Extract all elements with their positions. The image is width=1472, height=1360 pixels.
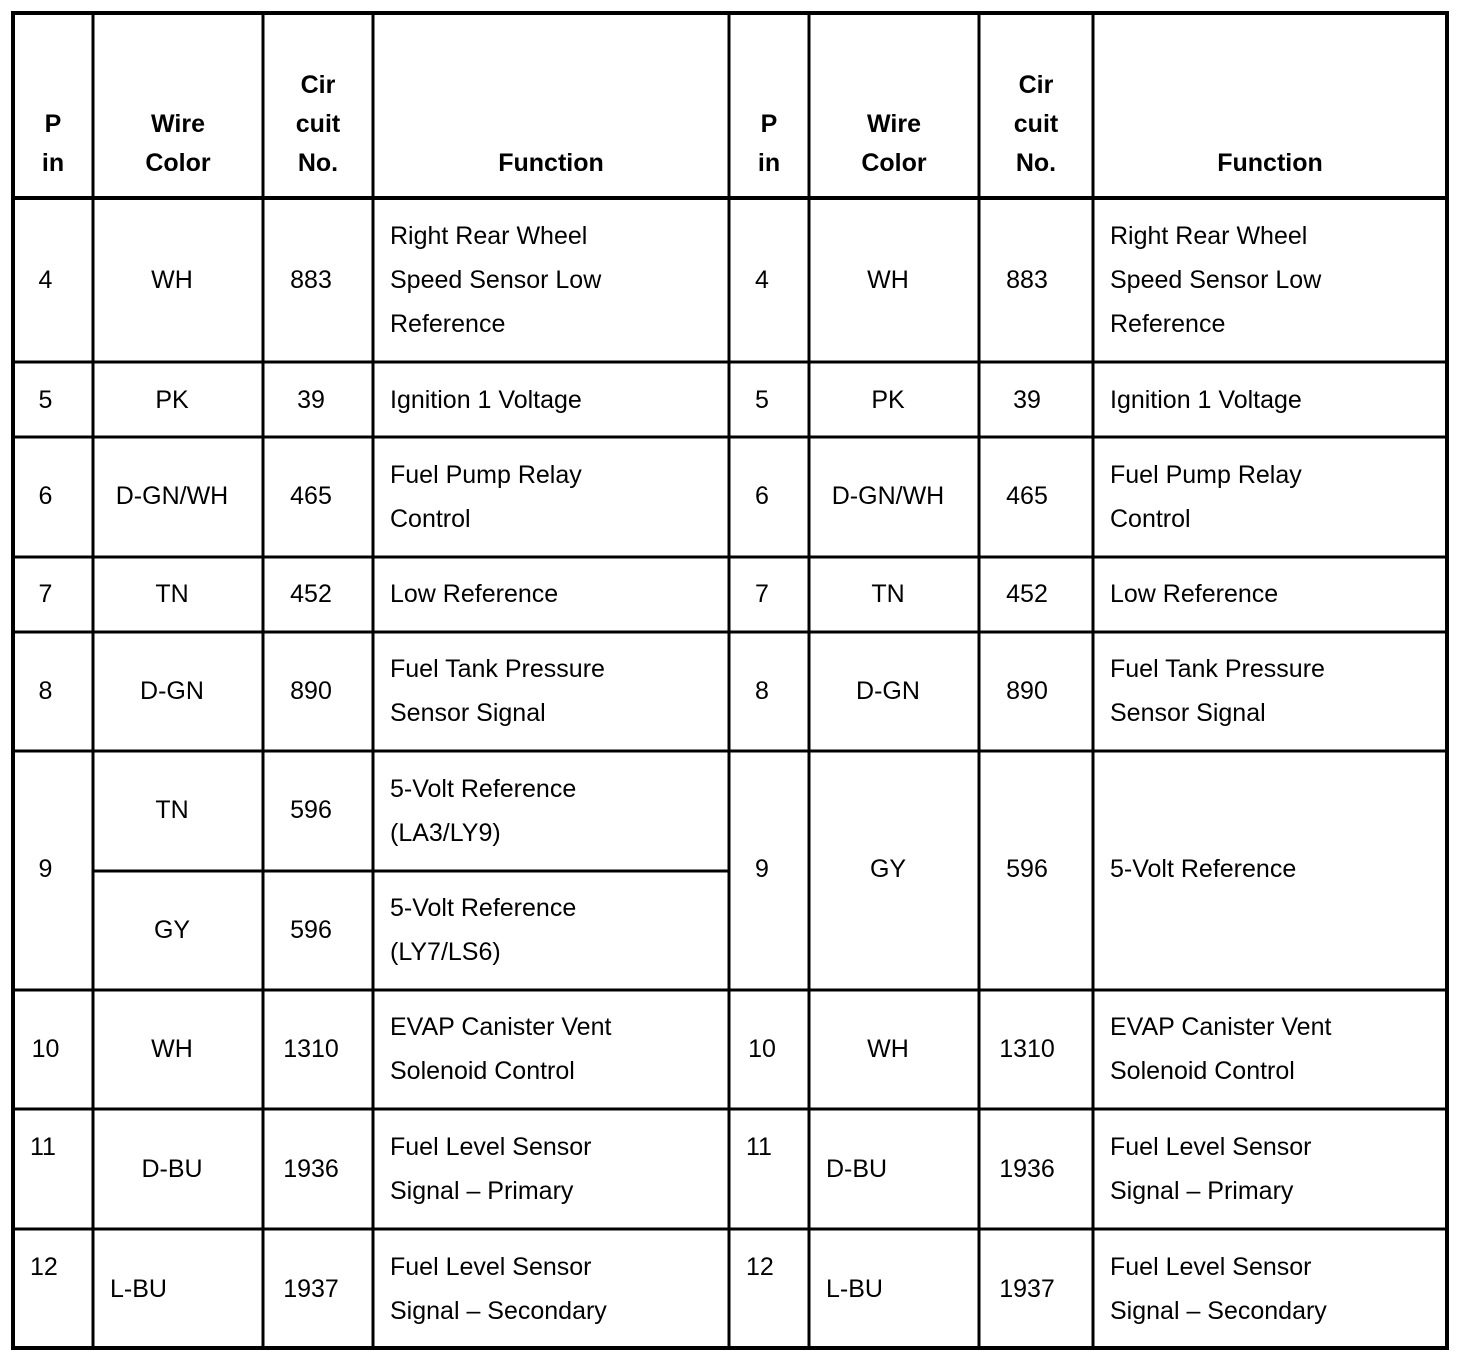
function-cell: Fuel Pump Relay Control — [390, 461, 582, 533]
header-wire-color: Wire Color — [145, 110, 211, 177]
pin-cell: 6 — [755, 482, 769, 510]
circuit-cell: 39 — [1013, 386, 1041, 414]
function-cell: Low Reference — [1110, 580, 1279, 608]
circuit-cell: 39 — [297, 386, 325, 414]
circuit-cell: 465 — [1006, 482, 1048, 510]
pin-cell: 12 — [746, 1253, 774, 1281]
wire-color-cell: WH — [867, 266, 909, 294]
function-cell: Fuel Tank Pressure Sensor Signal — [390, 655, 605, 727]
pin-cell: 11 — [746, 1133, 772, 1161]
header-pin: P in — [41, 110, 65, 177]
header-function: Function — [498, 149, 604, 177]
function-cell: Fuel Level Sensor Signal – Secondary — [390, 1253, 607, 1325]
circuit-cell: 596 — [290, 796, 332, 824]
pin-cell: 5 — [755, 386, 769, 414]
circuit-cell: 883 — [290, 266, 332, 294]
pin-cell: 8 — [38, 677, 53, 705]
header-function: Function — [1217, 149, 1323, 177]
function-cell: EVAP Canister Vent Solenoid Control — [1110, 1013, 1332, 1085]
wire-color-cell: D-GN — [140, 677, 204, 705]
wire-color-cell: TN — [871, 580, 905, 608]
circuit-cell: 452 — [290, 580, 332, 608]
wire-color-cell: L-BU — [110, 1275, 167, 1303]
wire-color-cell: D-GN/WH — [831, 482, 945, 510]
wire-color-cell: TN — [155, 580, 189, 608]
function-cell: Fuel Level Sensor Signal – Primary — [390, 1133, 592, 1205]
circuit-cell: 1937 — [999, 1275, 1055, 1303]
pin-cell: 12 — [30, 1253, 58, 1281]
function-cell: 5-Volt Reference — [1110, 855, 1297, 883]
circuit-cell: 1310 — [999, 1035, 1055, 1063]
circuit-cell: 1310 — [283, 1035, 339, 1063]
wire-color-cell: WH — [151, 1035, 193, 1063]
pin-cell: 9 — [755, 855, 769, 883]
circuit-cell: 596 — [290, 916, 332, 944]
function-cell: Right Rear Wheel Speed Sensor Low Reference — [1110, 222, 1322, 338]
pin-cell: 7 — [38, 580, 53, 608]
wire-color-cell: L-BU — [826, 1275, 883, 1303]
pin-cell: 10 — [31, 1035, 60, 1063]
circuit-cell: 596 — [1006, 855, 1048, 883]
function-cell: Ignition 1 Voltage — [390, 386, 582, 414]
wire-color-cell: D-BU — [826, 1155, 888, 1183]
circuit-cell: 883 — [1006, 266, 1048, 294]
wire-color-cell: GY — [869, 855, 907, 883]
header-pin: P in — [757, 110, 781, 177]
wire-color-cell: TN — [155, 796, 189, 824]
pin-cell: 9 — [38, 855, 53, 883]
circuit-cell: 1936 — [283, 1155, 339, 1183]
pin-cell: 4 — [38, 266, 53, 294]
function-cell: Ignition 1 Voltage — [1110, 386, 1302, 414]
function-cell: Fuel Tank Pressure Sensor Signal — [1110, 655, 1325, 727]
pin-cell: 7 — [755, 580, 769, 608]
pin-cell: 8 — [755, 677, 769, 705]
wire-color-cell: D-GN — [856, 677, 920, 705]
function-cell: Right Rear Wheel Speed Sensor Low Reference — [390, 222, 602, 338]
function-cell: 5-Volt Reference (LY7/LS6) — [390, 894, 577, 966]
pin-cell: 10 — [748, 1035, 776, 1063]
wire-color-cell: WH — [151, 266, 193, 294]
circuit-cell: 890 — [1006, 677, 1048, 705]
header-circuit-no: Cir cuit No. — [295, 71, 341, 177]
wire-color-cell: WH — [867, 1035, 909, 1063]
header-wire-color: Wire Color — [861, 110, 927, 177]
wire-color-cell: D-BU — [141, 1155, 203, 1183]
function-cell: Fuel Level Sensor Signal – Secondary — [1110, 1253, 1327, 1325]
header-circuit-no: Cir cuit No. — [1013, 71, 1059, 177]
function-cell: EVAP Canister Vent Solenoid Control — [390, 1013, 612, 1085]
pin-cell: 6 — [38, 482, 53, 510]
circuit-cell: 452 — [1006, 580, 1048, 608]
pin-cell: 4 — [755, 266, 769, 294]
circuit-cell: 465 — [290, 482, 332, 510]
circuit-cell: 890 — [290, 677, 332, 705]
function-cell: 5-Volt Reference (LA3/LY9) — [390, 775, 577, 847]
function-cell: Fuel Level Sensor Signal – Primary — [1110, 1133, 1312, 1205]
circuit-cell: 1936 — [999, 1155, 1055, 1183]
circuit-cell: 1937 — [283, 1275, 339, 1303]
pin-cell: 11 — [30, 1133, 56, 1161]
pin-cell: 5 — [38, 386, 53, 414]
function-cell: Fuel Pump Relay Control — [1110, 461, 1302, 533]
wire-color-cell: GY — [153, 916, 191, 944]
wire-color-cell: PK — [871, 386, 905, 414]
function-cell: Low Reference — [390, 580, 559, 608]
wire-color-cell: PK — [155, 386, 189, 414]
wire-color-cell: D-GN/WH — [115, 482, 229, 510]
